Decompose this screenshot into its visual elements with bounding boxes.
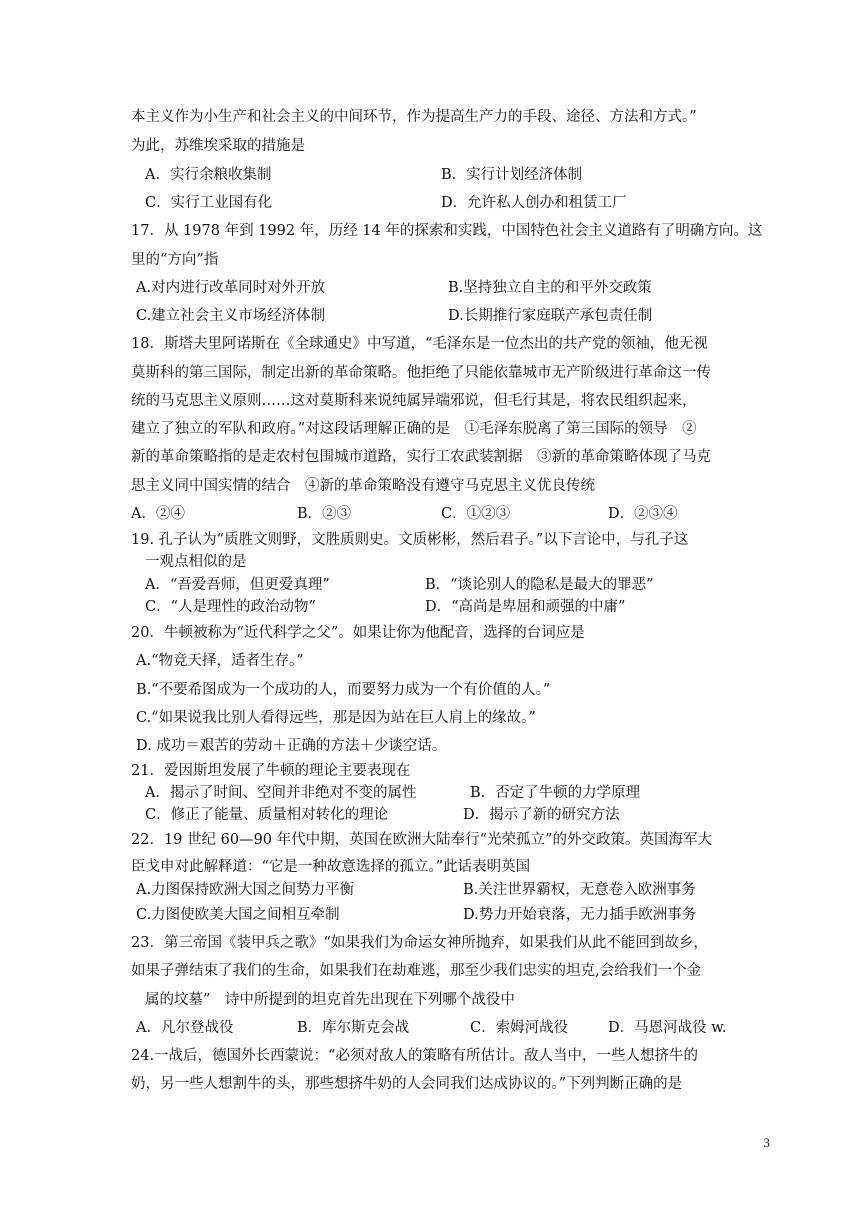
- q21-option-c: C．修正了能量、质量相对转化的理论: [145, 807, 389, 823]
- q16-option-c: C．实行工业国有化: [145, 195, 273, 211]
- q19-option-d: D．“高尚是卑屈和顽强的中庸”: [425, 599, 626, 615]
- q19-stem-1: 19. 孔子认为“质胜文则野，文胜质则史。文质彬彬，然后君子。”以下言论中，与孔子这: [131, 532, 689, 548]
- q21-stem: 21．爱因斯坦发展了牛顿的理论主要表现在: [131, 763, 411, 779]
- q22-stem-2: 臣戈申对此解释道：“它是一种故意选择的孤立。”此话表明英国: [131, 859, 531, 875]
- q16-option-a: A．实行余粮收集制: [145, 167, 272, 183]
- intro-line-1: 本主义作为小生产和社会主义的中间环节，作为提高生产力的手段、途径、方法和方式。”: [131, 109, 697, 125]
- q17-option-a: A.对内进行改革同时对外开放: [136, 280, 326, 296]
- q23-stem-1: 23．第三帝国《装甲兵之歌》“如果我们为命运女神所抛弃，如果我们从此不能回到故乡，: [131, 935, 708, 951]
- q23-option-a: A．凡尔登战役: [136, 1020, 234, 1036]
- q16-option-b: B．实行计划经济体制: [441, 167, 583, 183]
- q18-stem-1: 18．斯塔夫里阿诺斯在《全球通史》中写道，“毛泽东是一位杰出的共产党的领袖，他无视: [131, 336, 708, 352]
- q24-stem-2: 奶，另一些人想割牛的头，那些想挤牛奶的人会同我们达成协议的。”下列判断正确的是: [131, 1076, 683, 1092]
- q23-option-c: C．索姆河战役: [470, 1020, 569, 1036]
- q21-option-b: B．否定了牛顿的力学原理: [470, 785, 641, 801]
- q22-option-c: C.力图使欧美大国之间相互牵制: [136, 907, 340, 923]
- q18-stem-2: 莫斯科的第三国际，制定出新的革命策略。他拒绝了只能依靠城市无产阶级进行革命这一传: [131, 365, 711, 381]
- q17-option-d: D.长期推行家庭联产承包责任制: [448, 308, 653, 324]
- q17-option-c: C.建立社会主义市场经济体制: [136, 308, 326, 324]
- q17-stem-1: 17．从 1978 年到 1992 年，历经 14 年的探索和实践，中国特色社会主义道路有了明确方向。这: [131, 223, 763, 239]
- q24-stem-1: 24.一战后，德国外长西蒙说：“必须对敌人的策略有所估计。敌人当中，一些人想挤牛的: [131, 1048, 698, 1064]
- q18-stem-6: 思主义同中国实情的结合 ④新的革命策略没有遵守马克思主义优良传统: [131, 478, 595, 494]
- q20-option-a: A.“物竞天择，适者生存。”: [136, 653, 304, 669]
- q22-option-a: A.力图保持欧洲大国之间势力平衡: [136, 882, 355, 898]
- page-number: 3: [763, 1135, 770, 1150]
- q19-option-a: A．“吾爱吾师，但更爱真理”: [145, 577, 330, 593]
- q18-option-c: C．①②③: [441, 506, 511, 522]
- q20-option-d: D. 成功＝艰苦的劳动＋正确的方法＋少谈空话。: [136, 738, 447, 754]
- q23-stem-2: 如果子弹结束了我们的生命，如果我们在劫难逃，那至少我们忠实的坦克,会给我们一个金: [131, 963, 702, 979]
- q20-option-c: C.“如果说我比别人看得远些，那是因为站在巨人肩上的缘故。”: [136, 710, 536, 726]
- q17-stem-2: 里的“方向”指: [131, 252, 219, 268]
- q20-option-b: B.“不要希图成为一个成功的人，而要努力成为一个有价值的人。”: [136, 682, 551, 698]
- q18-option-b: B．②③: [297, 506, 352, 522]
- q19-stem-2: 一观点相似的是: [145, 554, 247, 570]
- q22-option-b: B.关注世界霸权，无意卷入欧洲事务: [463, 882, 696, 898]
- q21-option-d: D．揭示了新的研究方法: [463, 807, 620, 823]
- q18-stem-5: 新的革命策略指的是走农村包围城市道路，实行工农武装割据 ③新的革命策略体现了马克: [131, 449, 711, 465]
- q23-stem-3: 属的坟墓” 诗中所提到的坦克首先出现在下列哪个战役中: [145, 992, 515, 1008]
- q19-option-b: B．“谈论别人的隐私是最大的罪恶”: [425, 577, 654, 593]
- q17-option-b: B.坚持独立自主的和平外交政策: [448, 280, 652, 296]
- q18-option-a: A．②④: [131, 506, 185, 522]
- q22-stem-1: 22．19 世纪 60—90 年代中期，英国在欧洲大陆奉行“光荣孤立”的外交政策。英国海军大: [131, 832, 712, 848]
- q18-option-d: D．②③④: [608, 506, 678, 522]
- q18-stem-3: 统的马克思主义原则……这对莫斯科来说纯属异端邪说，但毛行其是，将农民组织起来，: [131, 393, 697, 409]
- q18-stem-4: 建立了独立的军队和政府。”对这段话理解正确的是 ①毛泽东脱离了第三国际的领导 ②: [131, 421, 697, 437]
- intro-line-2: 为此，苏维埃采取的措施是: [131, 138, 305, 154]
- q23-option-b: B．库尔斯克会战: [297, 1020, 410, 1036]
- q22-option-d: D.势力开始衰落，无力插手欧洲事务: [463, 907, 697, 923]
- q16-option-d: D．允许私人创办和租赁工厂: [441, 195, 627, 211]
- q19-option-c: C．“人是理性的政治动物”: [145, 599, 316, 615]
- q23-option-d: D．马恩河战役 w.: [608, 1020, 727, 1036]
- q21-option-a: A．揭示了时间、空间并非绝对不变的属性: [145, 785, 417, 801]
- q20-stem: 20．牛顿被称为“近代科学之父”。如果让你为他配音，选择的台词应是: [131, 625, 585, 641]
